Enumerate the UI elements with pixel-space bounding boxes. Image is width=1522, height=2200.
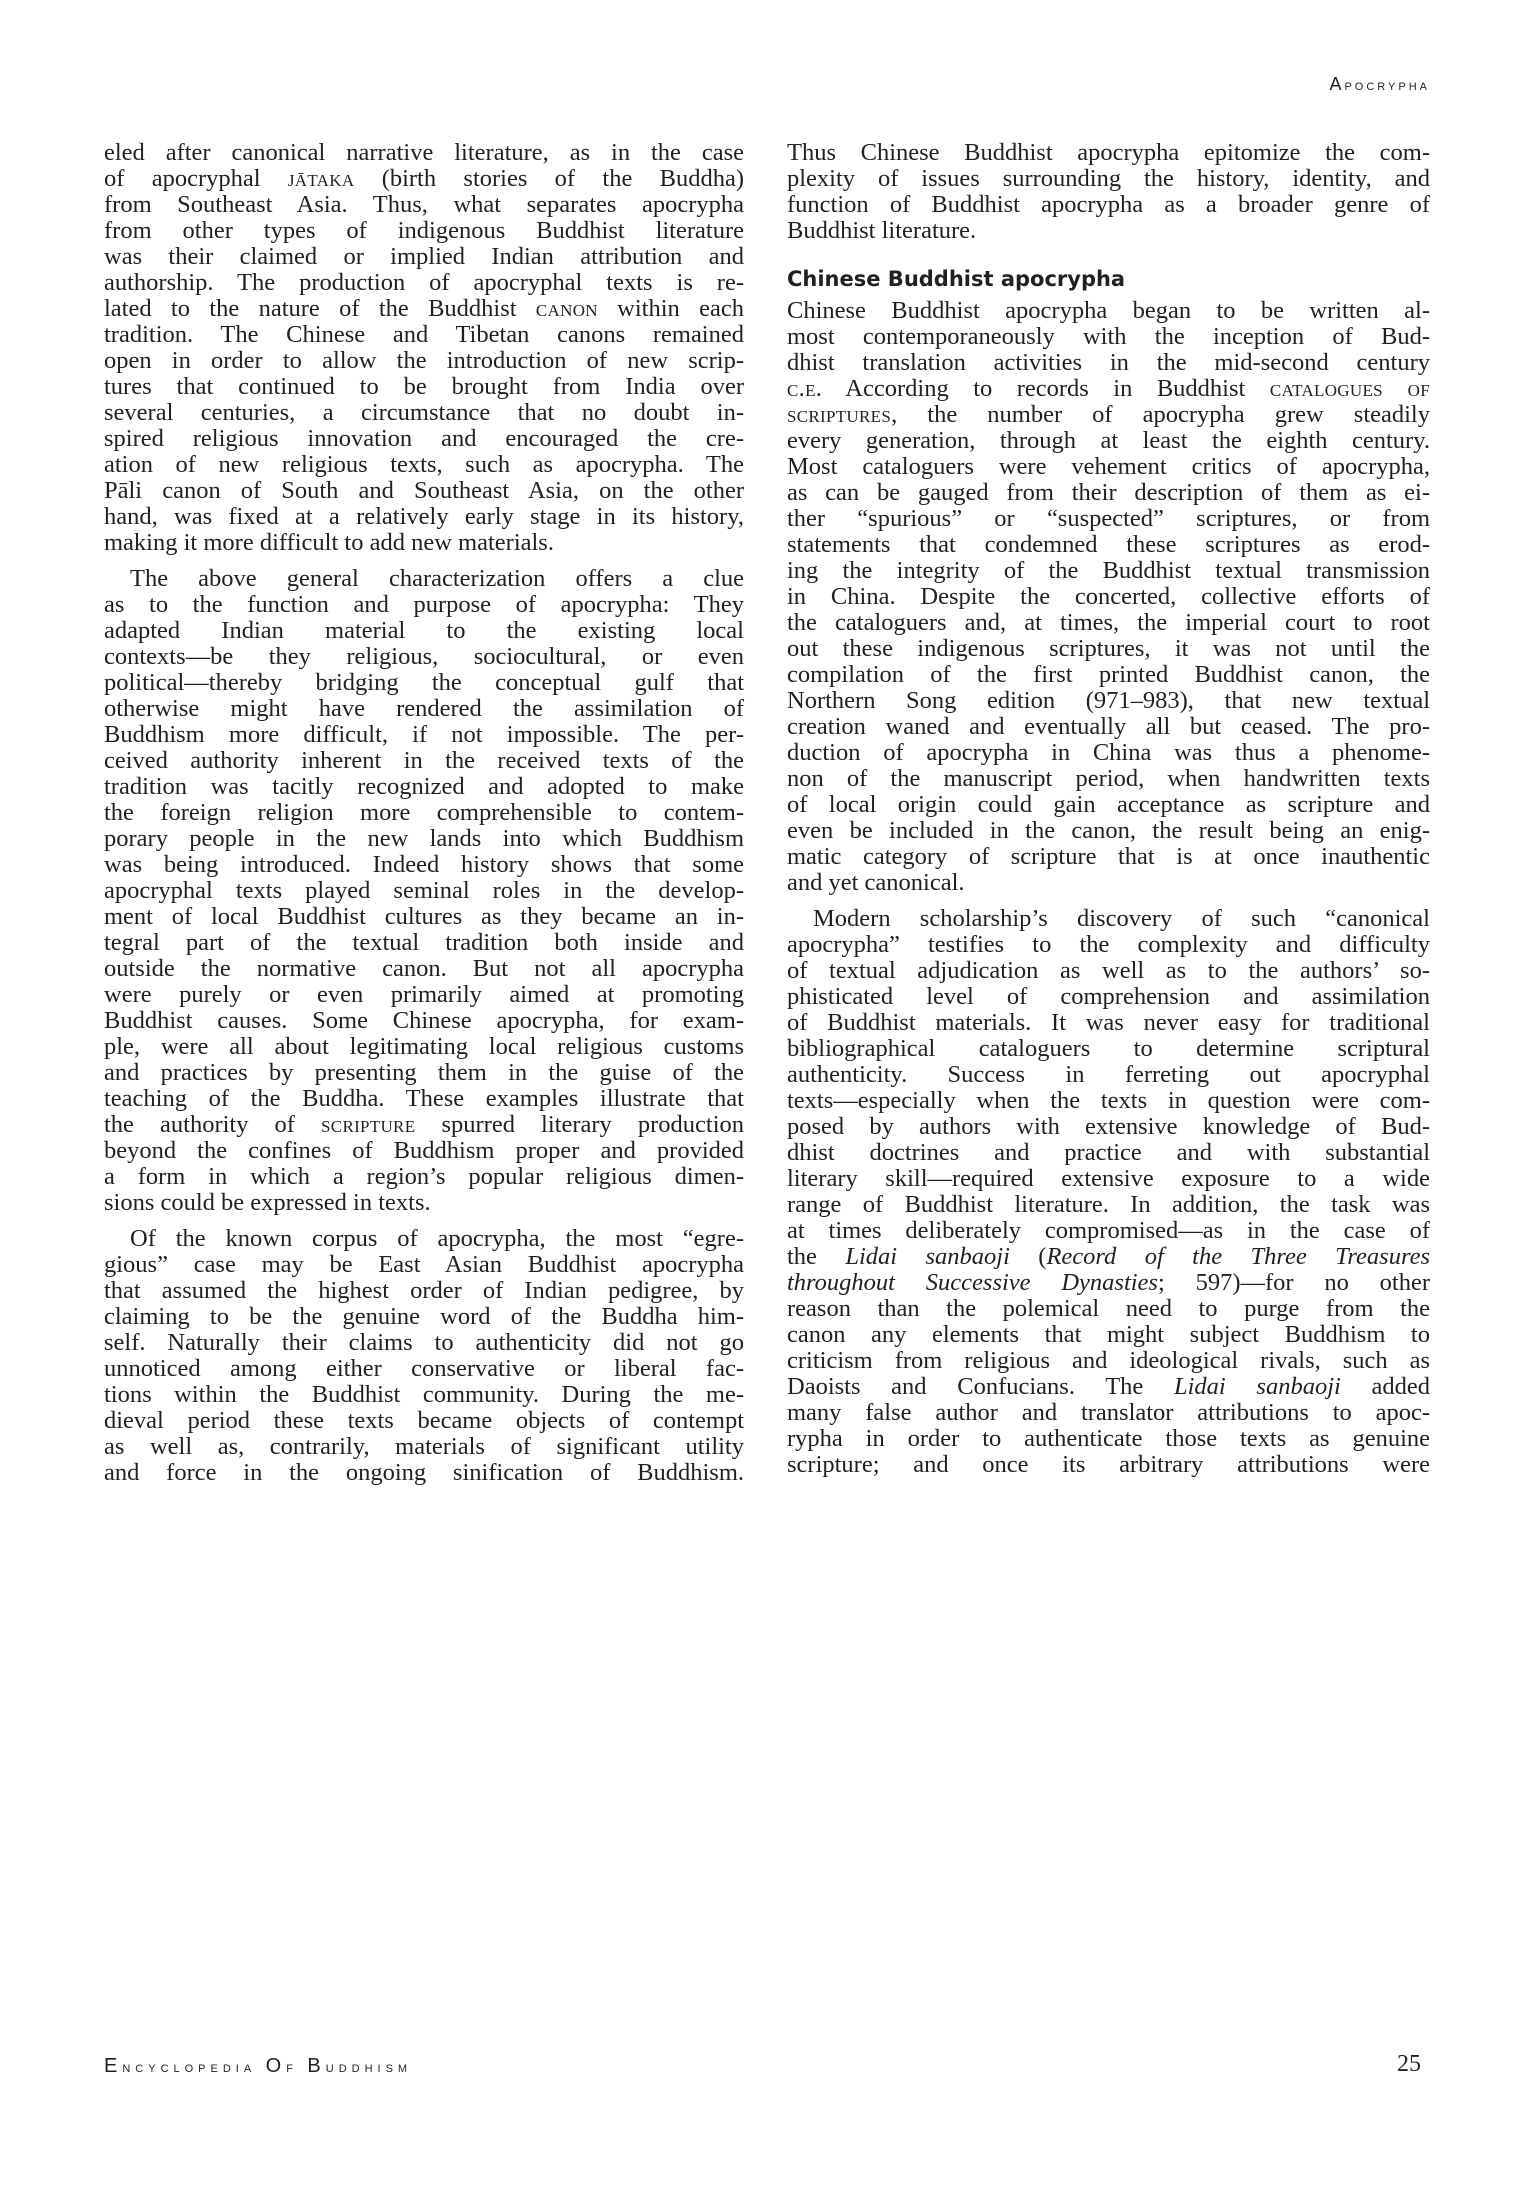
- text-line: [787, 1062, 1430, 1088]
- text-line: [104, 696, 744, 722]
- text-line: [104, 956, 744, 982]
- text-run: tegral part of the textual tradition both inside and: [104, 929, 744, 956]
- text-run: authorship. The production of apocryphal texts is re-: [104, 269, 744, 296]
- text-line: [787, 1400, 1430, 1426]
- text-run: Pāli canon of South and Southeast Asia, on the other: [104, 477, 744, 504]
- text-run: duction of apocrypha in China was thus a phenome-: [787, 739, 1430, 766]
- text-line: [104, 670, 744, 696]
- text-run: statements that condemned these scriptures as erod-: [787, 531, 1430, 558]
- text-line: [104, 1330, 744, 1356]
- text-line: [104, 930, 744, 956]
- left-column: [104, 140, 744, 1486]
- text-line: [104, 244, 744, 270]
- text-run: as can be gauged from their description of them as ei-: [787, 479, 1430, 506]
- text-line: [104, 374, 744, 400]
- text-run: added: [1340, 1373, 1430, 1400]
- footer-book-title: Encyclopedia Of Buddhism: [104, 2055, 413, 2077]
- section-body: [787, 298, 1430, 1478]
- text-run: open in order to allow the introduction of new scrip-: [104, 347, 744, 374]
- text-line: [104, 982, 744, 1008]
- italic-title: throughout Successive Dynasties: [787, 1269, 1158, 1296]
- text-line: [104, 592, 744, 618]
- paragraph: [787, 298, 1430, 896]
- text-run: out these indigenous scriptures, it was not until the: [787, 635, 1430, 662]
- cross-reference-term: scripture: [321, 1111, 416, 1138]
- text-line: [104, 426, 744, 452]
- text-run: that assumed the highest order of Indian pedigree, by: [104, 1277, 744, 1304]
- text-run: scripture; and once its arbitrary attributions were: [787, 1451, 1430, 1478]
- paragraph: [787, 140, 1430, 244]
- text-run: from other types of indigenous Buddhist literature: [104, 217, 744, 244]
- text-line: [787, 1010, 1430, 1036]
- text-line: [104, 1164, 744, 1190]
- cross-reference-term: c.e.: [787, 375, 823, 402]
- text-run: function of Buddhist apocrypha as a broader genre of: [787, 191, 1430, 218]
- text-run: Buddhist literature.: [787, 217, 977, 244]
- text-run: bibliographical cataloguers to determine scriptural: [787, 1035, 1430, 1062]
- text-line: [787, 1270, 1430, 1296]
- text-run: non of the manuscript period, when handwritten texts: [787, 765, 1430, 792]
- text-run: range of Buddhist literature. In addition, the task was: [787, 1191, 1430, 1218]
- paragraph: [104, 1226, 744, 1486]
- text-line: [787, 506, 1430, 532]
- text-line: [104, 296, 744, 322]
- text-run: sions could be expressed in texts.: [104, 1189, 431, 1216]
- text-line: [787, 1374, 1430, 1400]
- text-line: [104, 1086, 744, 1112]
- text-run: outside the normative canon. But not all apocrypha: [104, 955, 744, 982]
- text-line: [787, 636, 1430, 662]
- text-run: even be included in the canon, the result being an enig-: [787, 817, 1430, 844]
- text-run: (: [1009, 1243, 1047, 1270]
- text-run: (birth stories of the Buddha): [354, 165, 744, 192]
- text-line: [787, 140, 1430, 166]
- text-line: [787, 688, 1430, 714]
- text-run: ; 597)—for no other: [1157, 1269, 1430, 1296]
- text-run: and practices by presenting them in the guise of the: [104, 1059, 744, 1086]
- text-line: [787, 1218, 1430, 1244]
- text-run: dhist doctrines and practice and with substantial: [787, 1139, 1430, 1166]
- text-line: [104, 1460, 744, 1486]
- text-line: [787, 166, 1430, 192]
- text-line: [787, 1296, 1430, 1322]
- text-run: the cataloguers and, at times, the imperial court to root: [787, 609, 1430, 636]
- text-run: of Buddhist materials. It was never easy for traditional: [787, 1009, 1430, 1036]
- text-run: contexts—be they religious, sociocultural, or even: [104, 643, 744, 670]
- text-line: [104, 192, 744, 218]
- text-line: [104, 1356, 744, 1382]
- cross-reference-term: catalogues of: [1269, 375, 1431, 402]
- text-line: [787, 1036, 1430, 1062]
- text-line: [104, 1034, 744, 1060]
- text-run: literary skill—required extensive exposure to a wide: [787, 1165, 1430, 1192]
- text-run: self. Naturally their claims to authenticity did not go: [104, 1329, 744, 1356]
- text-line: [787, 792, 1430, 818]
- text-line: [104, 722, 744, 748]
- text-line: [787, 324, 1430, 350]
- text-run: were purely or even primarily aimed at promoting: [104, 981, 744, 1008]
- text-line: [104, 1252, 744, 1278]
- text-run: within each: [597, 295, 744, 322]
- text-run: authenticity. Success in ferreting out apocryphal: [787, 1061, 1430, 1088]
- paragraph: [787, 906, 1430, 1478]
- text-run: matic category of scripture that is at once inauthentic: [787, 843, 1430, 870]
- text-line: [787, 1322, 1430, 1348]
- text-line: [787, 844, 1430, 870]
- text-run: Most cataloguers were vehement critics of apocrypha,: [787, 453, 1430, 480]
- text-run: was being introduced. Indeed history shows that some: [104, 851, 744, 878]
- text-run: eled after canonical narrative literature, as in the case: [104, 139, 744, 166]
- text-run: ceived authority inherent in the received texts of the: [104, 747, 744, 774]
- text-run: and yet canonical.: [787, 869, 965, 896]
- text-run: the authority of: [104, 1111, 322, 1138]
- text-run: beyond the confines of Buddhism proper and provided: [104, 1137, 744, 1164]
- text-line: [104, 140, 744, 166]
- text-line: [104, 400, 744, 426]
- italic-title: Lidai sanbaoji: [845, 1243, 1010, 1270]
- text-run: and force in the ongoing sinification of Buddhism.: [104, 1459, 744, 1486]
- text-run: claiming to be the genuine word of the Buddha him-: [104, 1303, 744, 1330]
- text-run: spired religious innovation and encouraged the cre-: [104, 425, 744, 452]
- text-line: [104, 1382, 744, 1408]
- text-run: dhist translation activities in the mid-second century: [787, 349, 1430, 376]
- text-line: [104, 1278, 744, 1304]
- text-run: as well as, contrarily, materials of significant utility: [104, 1433, 744, 1460]
- text-run: canon any elements that might subject Buddhism to: [787, 1321, 1430, 1348]
- text-run: many false author and translator attributions to apoc-: [787, 1399, 1430, 1426]
- text-line: [787, 714, 1430, 740]
- text-run: ther “spurious” or “suspected” scriptures, or from: [787, 505, 1430, 532]
- text-line: [104, 566, 744, 592]
- text-line: [787, 766, 1430, 792]
- text-line: [787, 480, 1430, 506]
- text-line: [104, 348, 744, 374]
- text-line: [787, 558, 1430, 584]
- text-run: tradition. The Chinese and Tibetan canons remained: [104, 321, 744, 348]
- text-line: [104, 1304, 744, 1330]
- text-run: a form in which a region’s popular religious dimen-: [104, 1163, 744, 1190]
- text-line: [104, 1060, 744, 1086]
- text-line: [787, 298, 1430, 324]
- text-line: [787, 662, 1430, 688]
- text-line: [104, 530, 744, 556]
- text-run: Buddhism more difficult, if not impossible. The per-: [104, 721, 744, 748]
- text-line: [787, 1426, 1430, 1452]
- text-line: [104, 166, 744, 192]
- text-line: [104, 1226, 744, 1252]
- text-line: [787, 218, 1430, 244]
- text-line: [787, 192, 1430, 218]
- text-line: [104, 1008, 744, 1034]
- text-line: [787, 454, 1430, 480]
- text-line: [104, 478, 744, 504]
- text-line: [787, 818, 1430, 844]
- text-line: [104, 618, 744, 644]
- text-line: [104, 800, 744, 826]
- text-line: [787, 906, 1430, 932]
- text-line: [104, 270, 744, 296]
- text-run: porary people in the new lands into which Buddhism: [104, 825, 744, 852]
- text-run: of textual adjudication as well as to the authors’ so-: [787, 957, 1430, 984]
- italic-title: Record of the Three Treasures: [1046, 1243, 1431, 1270]
- text-line: [104, 1190, 744, 1216]
- text-line: [104, 1408, 744, 1434]
- text-run: otherwise might have rendered the assimilation of: [104, 695, 744, 722]
- text-run: making it more difficult to add new materials.: [104, 529, 554, 556]
- text-line: [104, 904, 744, 930]
- text-run: from Southeast Asia. Thus, what separates apocrypha: [104, 191, 744, 218]
- cross-reference-term: jātaka: [287, 165, 355, 192]
- text-line: [104, 1112, 744, 1138]
- cross-reference-term: scriptures: [787, 401, 892, 428]
- text-run: the: [787, 1243, 846, 1270]
- text-run: at times deliberately compromised—as in the case of: [787, 1217, 1430, 1244]
- text-run: posed by authors with extensive knowledge of Bud-: [787, 1113, 1430, 1140]
- text-run: Of the known corpus of apocrypha, the most “egre-: [130, 1225, 744, 1252]
- text-run: Thus Chinese Buddhist apocrypha epitomize the com-: [787, 139, 1430, 166]
- section-heading: Chinese Buddhist apocrypha: [787, 267, 1126, 291]
- text-run: Northern Song edition (971–983), that new textual: [787, 687, 1430, 714]
- text-run: adapted Indian material to the existing local: [104, 617, 744, 644]
- text-run: creation waned and eventually all but ceased. The pro-: [787, 713, 1430, 740]
- text-run: ple, were all about legitimating local religious customs: [104, 1033, 744, 1060]
- text-line: [104, 774, 744, 800]
- paragraph: [104, 566, 744, 1216]
- text-line: [787, 1166, 1430, 1192]
- text-line: [104, 826, 744, 852]
- text-run: in China. Despite the concerted, collective efforts of: [787, 583, 1430, 610]
- text-run: every generation, through at least the eighth century.: [787, 427, 1430, 454]
- text-run: unnoticed among either conservative or liberal fac-: [104, 1355, 744, 1382]
- text-run: plexity of issues surrounding the history, identity, and: [787, 165, 1430, 192]
- text-run: The above general characterization offers a clue: [130, 565, 744, 592]
- text-line: [787, 984, 1430, 1010]
- text-line: [787, 350, 1430, 376]
- text-run: texts—especially when the texts in question were com-: [787, 1087, 1430, 1114]
- text-run: Buddhist causes. Some Chinese apocrypha, for exam-: [104, 1007, 744, 1034]
- text-line: [104, 852, 744, 878]
- text-line: [787, 1088, 1430, 1114]
- text-run: of local origin could gain acceptance as scripture and: [787, 791, 1430, 818]
- text-run: ing the integrity of the Buddhist textual transmission: [787, 557, 1430, 584]
- text-run: tradition was tacitly recognized and adopted to make: [104, 773, 744, 800]
- text-run: teaching of the Buddha. These examples illustrate that: [104, 1085, 744, 1112]
- text-line: [787, 1348, 1430, 1374]
- text-run: of apocryphal: [104, 165, 288, 192]
- right-column: [787, 140, 1430, 1478]
- text-line: [104, 504, 744, 530]
- italic-title: Lidai sanbaoji: [1173, 1373, 1341, 1400]
- text-line: [787, 1244, 1430, 1270]
- text-run: apocrypha” testifies to the complexity and difficulty: [787, 931, 1430, 958]
- text-run: tions within the Buddhist community. During the me-: [104, 1381, 744, 1408]
- text-line: [787, 1192, 1430, 1218]
- text-run: most contemporaneously with the inception of Bud-: [787, 323, 1430, 350]
- text-run: reason than the polemical need to purge from the: [787, 1295, 1430, 1322]
- text-run: political—thereby bridging the conceptual gulf that: [104, 669, 744, 696]
- text-line: [787, 932, 1430, 958]
- text-run: spurred literary production: [415, 1111, 744, 1138]
- text-run: Daoists and Confucians. The: [787, 1373, 1174, 1400]
- text-run: , the number of apocrypha grew steadily: [891, 401, 1430, 428]
- text-run: was their claimed or implied Indian attribution and: [104, 243, 744, 270]
- text-run: hand, was fixed at a relatively early stage in its history,: [104, 503, 744, 530]
- text-run: tures that continued to be brought from India over: [104, 373, 744, 400]
- text-line: [787, 740, 1430, 766]
- text-run: dieval period these texts became objects of contempt: [104, 1407, 744, 1434]
- page-number: 25: [1397, 2051, 1421, 2077]
- text-run: as to the function and purpose of apocrypha: They: [104, 591, 744, 618]
- text-run: phisticated level of comprehension and assimilation: [787, 983, 1430, 1010]
- text-line: [104, 322, 744, 348]
- text-run: several centuries, a circumstance that no doubt in-: [104, 399, 744, 426]
- text-run: gious” case may be East Asian Buddhist apocrypha: [104, 1251, 744, 1278]
- text-line: [104, 878, 744, 904]
- text-run: apocryphal texts played seminal roles in the develop-: [104, 877, 744, 904]
- text-line: [787, 958, 1430, 984]
- running-head: Apocrypha: [1329, 74, 1430, 94]
- text-line: [787, 428, 1430, 454]
- text-line: [104, 748, 744, 774]
- text-line: [787, 584, 1430, 610]
- text-run: lated to the nature of the Buddhist: [104, 295, 536, 322]
- text-line: [104, 452, 744, 478]
- text-line: [104, 644, 744, 670]
- text-run: According to records in Buddhist: [822, 375, 1270, 402]
- text-run: compilation of the first printed Buddhist canon, the: [787, 661, 1430, 688]
- text-line: [787, 376, 1430, 402]
- cross-reference-term: canon: [535, 295, 598, 322]
- text-line: [787, 1140, 1430, 1166]
- text-line: [787, 1114, 1430, 1140]
- text-run: the foreign religion more comprehensible to contem-: [104, 799, 744, 826]
- text-line: [787, 610, 1430, 636]
- text-line: [787, 870, 1430, 896]
- text-run: Modern scholarship’s discovery of such “canonical: [813, 905, 1430, 932]
- text-run: rypha in order to authenticate those texts as genuine: [787, 1425, 1430, 1452]
- text-line: [787, 532, 1430, 558]
- text-run: ment of local Buddhist cultures as they became an in-: [104, 903, 744, 930]
- text-line: [787, 1452, 1430, 1478]
- text-line: [787, 402, 1430, 428]
- text-line: [104, 218, 744, 244]
- text-line: [104, 1138, 744, 1164]
- text-run: criticism from religious and ideological rivals, such as: [787, 1347, 1430, 1374]
- intro-paragraph: [787, 140, 1430, 244]
- text-run: ation of new religious texts, such as apocrypha. The: [104, 451, 744, 478]
- paragraph: [104, 140, 744, 556]
- text-line: [104, 1434, 744, 1460]
- text-run: Chinese Buddhist apocrypha began to be written al-: [787, 297, 1430, 324]
